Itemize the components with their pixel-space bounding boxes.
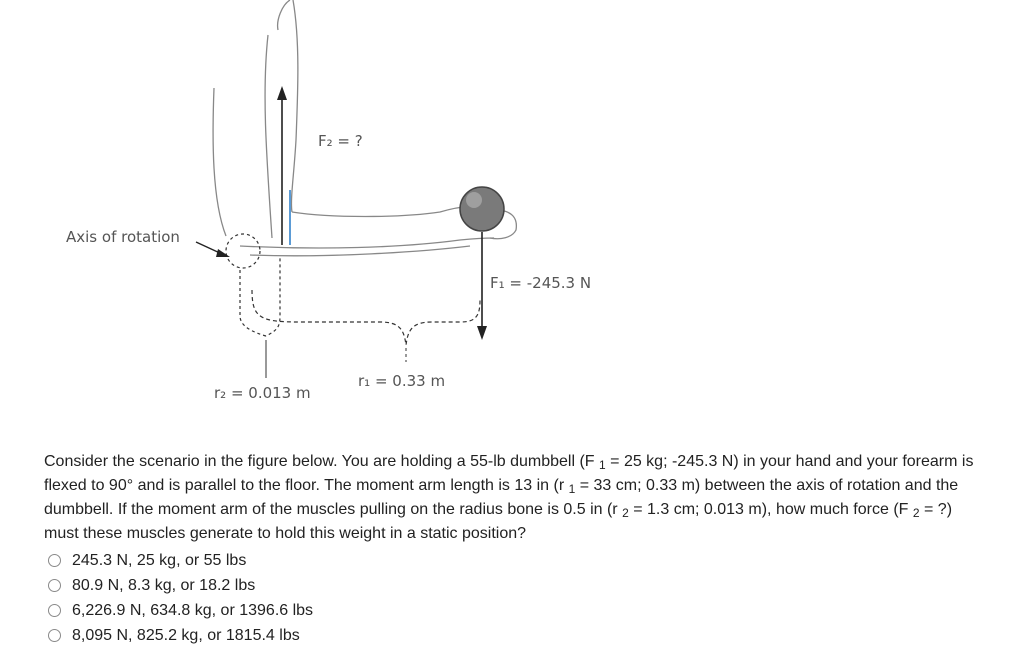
r1-brace — [252, 290, 480, 345]
r2-label: r₂ = 0.013 m — [214, 384, 311, 402]
r1-label: r₁ = 0.33 m — [358, 372, 446, 390]
radio-button[interactable] — [48, 604, 61, 617]
joint-circle — [226, 234, 260, 268]
f1-arrow — [477, 232, 487, 340]
question-text: Consider the scenario in the figure below. You are holding a 55-lb dumbbell (F $_1$ = 25 kg; -245.3 N) in your hand and your forearm is flexed to 90° and is parallel to the floor. The moment arm length is 13 in (r $_1$ = 33 cm; 0.33 m) between the axis of rotation and the dumbbell. If the moment arm of the muscles pulling on the radius bone is 0.5 in (r $_2$ = 1.3 cm; 0.013 m), how much force (F $_2$ = ?) must these muscles generate to hold this weight in a static position? — [44, 453, 974, 542]
r2-brace — [240, 258, 280, 336]
dumbbell — [460, 187, 504, 231]
radio-button[interactable] — [48, 579, 61, 592]
f2-arrow — [277, 86, 287, 245]
upper-arm-outline — [213, 0, 298, 238]
radio-button[interactable] — [48, 629, 61, 642]
dumbbell-highlight — [466, 192, 482, 208]
option-1[interactable] — [48, 548, 313, 573]
option-4[interactable] — [48, 623, 313, 648]
option-label: 80.9 N, 8.3 kg, or 18.2 lbs — [72, 576, 256, 594]
radio-button[interactable] — [48, 554, 61, 567]
option-label: 8,095 N, 825.2 kg, or 1815.4 lbs — [72, 626, 300, 644]
option-label: 6,226.9 N, 634.8 kg, or 1396.6 lbs — [72, 601, 314, 619]
f1-label: F₁ = -245.3 N — [490, 274, 592, 292]
axis-of-rotation-label: Axis of rotation — [66, 228, 180, 246]
option-label: 245.3 N, 25 kg, or 55 lbs — [72, 551, 247, 569]
f2-label: F₂ = ? — [318, 132, 363, 150]
option-2[interactable] — [48, 573, 313, 598]
axis-arrow — [196, 242, 230, 257]
answer-options — [48, 548, 313, 648]
option-3[interactable] — [48, 598, 313, 623]
